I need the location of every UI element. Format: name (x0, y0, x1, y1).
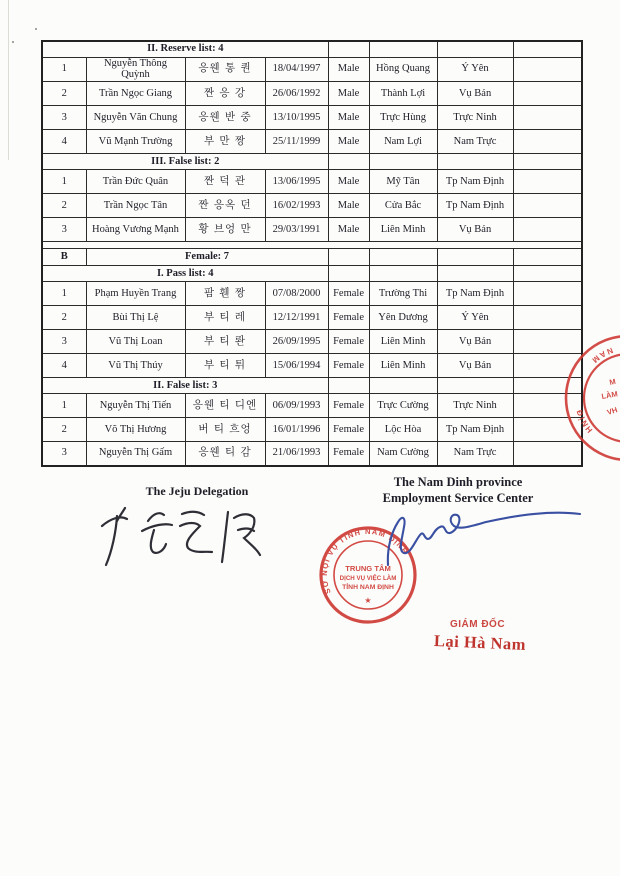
cell-ward: Trường Thi (369, 282, 437, 306)
cell-empty (513, 194, 582, 218)
cell-district: Nam Trực (437, 130, 513, 154)
cell-empty (513, 154, 582, 170)
stamp-center-line3: TỈNH NAM ĐỊNH (342, 584, 394, 591)
cell-dob: 25/11/1999 (265, 130, 328, 154)
cell-district: Nam Trực (437, 442, 513, 466)
section-title: III. False list: 2 (42, 154, 328, 170)
cell-name: Nguyễn Thông Quỳnh (86, 57, 185, 82)
page-overlap-stamp (540, 330, 620, 475)
cell-district: Tp Nam Định (437, 170, 513, 194)
cell-dob: 07/08/2000 (265, 282, 328, 306)
cell-name: Hoàng Vương Mạnh (86, 218, 185, 242)
cell-no: 3 (42, 106, 86, 130)
cell-ward: Yên Dương (369, 306, 437, 330)
table-row (42, 218, 582, 242)
cell-korean: 황 브엉 만 (185, 218, 265, 242)
table-row (42, 418, 582, 442)
stamp-star-icon: ★ (364, 596, 372, 605)
cell-name: Nguyễn Văn Chung (86, 106, 185, 130)
cell-gender: Female (328, 442, 369, 466)
cell-ward: Trực Cường (369, 394, 437, 418)
cell-dob: 16/02/1993 (265, 194, 328, 218)
cell-empty (328, 41, 369, 57)
director-name: Lại Hà Nam (433, 631, 527, 654)
table-row (42, 130, 582, 154)
table-row (42, 306, 582, 330)
roster-table (41, 40, 583, 467)
cell-no: 3 (42, 442, 86, 466)
cell-ward: Nam Lợi (369, 130, 437, 154)
stamp-ring-text: SỞ NỘI VỤ TỈNH NAM ĐỊNH (319, 526, 411, 596)
cell-district: Ý Yên (437, 57, 513, 82)
cell-empty (437, 249, 513, 266)
cell-no: 2 (42, 306, 86, 330)
cell-korean: 부 만 짱 (185, 130, 265, 154)
cell-ward: Lộc Hòa (369, 418, 437, 442)
table-row (42, 330, 582, 354)
table-row (42, 442, 582, 466)
cell-korean: 짠 응 강 (185, 82, 265, 106)
cell-ward: Liên Minh (369, 218, 437, 242)
section-header-row (42, 266, 582, 282)
divider-row (42, 249, 582, 266)
cell-district: Trực Ninh (437, 106, 513, 130)
section-header-row (42, 154, 582, 170)
cell-no: 1 (42, 394, 86, 418)
cell-no: 2 (42, 82, 86, 106)
cell-gender: Male (328, 82, 369, 106)
director-title: GIÁM ĐỐC (449, 619, 506, 630)
cell-korean: 버 티 흐엉 (185, 418, 265, 442)
cell-name: Nguyễn Thị Tiến (86, 394, 185, 418)
cell-district: Vụ Bản (437, 82, 513, 106)
cell-name: Trần Ngọc Giang (86, 82, 185, 106)
cell-korean: 짠 덕 관 (185, 170, 265, 194)
cell-korean: 팜 휀 짱 (185, 282, 265, 306)
cell-empty (513, 41, 582, 57)
cell-empty (513, 57, 582, 82)
cell-ward: Liên Minh (369, 330, 437, 354)
cell-district: Vụ Bản (437, 218, 513, 242)
cell-empty (369, 154, 437, 170)
cell-no: 4 (42, 354, 86, 378)
cell-empty (513, 266, 582, 282)
cell-ward: Liên Minh (369, 354, 437, 378)
scan-artifact-dot (12, 41, 14, 43)
cell-gender: Male (328, 130, 369, 154)
cell-dob: 12/12/1991 (265, 306, 328, 330)
cell-empty (513, 218, 582, 242)
cell-empty (513, 106, 582, 130)
cell-empty (513, 249, 582, 266)
section-title: I. Pass list: 4 (42, 266, 328, 282)
cell-no: 1 (42, 57, 86, 82)
cell-empty (437, 41, 513, 57)
cell-korean: 응웬 티 디엔 (185, 394, 265, 418)
jeju-signature (95, 504, 265, 574)
cell-gender: Female (328, 282, 369, 306)
stamp-center-line2: DỊCH VỤ VIỆC LÀM (339, 575, 397, 582)
cell-gender: Female (328, 354, 369, 378)
cell-empty (437, 378, 513, 394)
cell-empty (513, 82, 582, 106)
cell-name: Võ Thị Hương (86, 418, 185, 442)
cell-gender: Male (328, 57, 369, 82)
director-signature (372, 505, 587, 570)
cell-korean: 부 티 튀 (185, 354, 265, 378)
cell-dob: 26/06/1992 (265, 82, 328, 106)
cell-no: 1 (42, 170, 86, 194)
cell-gender: Female (328, 418, 369, 442)
cell-gender: Male (328, 170, 369, 194)
cell-district: Tp Nam Định (437, 282, 513, 306)
section-header-row (42, 378, 582, 394)
cell-dob: 13/10/1995 (265, 106, 328, 130)
edge-stamp-arc-top: NAM (588, 345, 615, 367)
cell-empty (328, 378, 369, 394)
cell-name: Trần Đức Quân (86, 170, 185, 194)
cell-name: Phạm Huyền Trang (86, 282, 185, 306)
cell-empty (513, 170, 582, 194)
section-title: II. Reserve list: 4 (42, 41, 328, 57)
cell-gender: Male (328, 218, 369, 242)
cell-dob: 06/09/1993 (265, 394, 328, 418)
namdinh-center-title (348, 474, 568, 506)
cell-korean: 응웬 통 퀀 (185, 57, 265, 82)
namdinh-title-line1: The Nam Dinh province (393, 475, 523, 489)
edge-stamp-fragment: LÀM (600, 389, 619, 401)
cell-name: Vũ Mạnh Trường (86, 130, 185, 154)
cell-empty (369, 41, 437, 57)
table-row (42, 170, 582, 194)
table-row (42, 282, 582, 306)
cell-dob: 13/06/1995 (265, 170, 328, 194)
cell-no: 1 (42, 282, 86, 306)
cell-empty (369, 266, 437, 282)
cell-dob: 15/06/1994 (265, 354, 328, 378)
cell-korean: 부 티 롼 (185, 330, 265, 354)
cell-gender: Male (328, 106, 369, 130)
edge-stamp-fragment: M (608, 376, 617, 387)
cell-no: 2 (42, 194, 86, 218)
cell-empty (328, 266, 369, 282)
cell-empty (42, 242, 582, 249)
cell-district: Trực Ninh (437, 394, 513, 418)
table-row (42, 194, 582, 218)
cell-ward: Trực Hùng (369, 106, 437, 130)
section-header-row (42, 41, 582, 57)
cell-gender: Male (328, 194, 369, 218)
cell-name: Trần Ngọc Tân (86, 194, 185, 218)
cell-empty (513, 306, 582, 330)
cell-korean: 부 티 레 (185, 306, 265, 330)
cell-district: Tp Nam Định (437, 194, 513, 218)
cell-name: Nguyễn Thị Gấm (86, 442, 185, 466)
cell-empty (328, 249, 369, 266)
stamp-center-line1: TRUNG TÂM (345, 564, 391, 573)
jeju-delegation-title: The Jeju Delegation (145, 484, 249, 498)
edge-stamp-arc-bottom: ĐỊNH (574, 408, 596, 437)
cell-no: 4 (42, 130, 86, 154)
table-row (42, 106, 582, 130)
cell-name: Vũ Thị Loan (86, 330, 185, 354)
cell-no: 3 (42, 330, 86, 354)
cell-ward: Thành Lợi (369, 82, 437, 106)
cell-dob: 29/03/1991 (265, 218, 328, 242)
scan-artifact-dot (35, 28, 37, 30)
cell-no: 2 (42, 418, 86, 442)
cell-name: Bùi Thị Lệ (86, 306, 185, 330)
cell-name: Vũ Thị Thúy (86, 354, 185, 378)
cell-korean: 응웬 티 감 (185, 442, 265, 466)
table-row (42, 394, 582, 418)
cell-gender: Female (328, 330, 369, 354)
edge-stamp-fragment: VH (605, 405, 619, 417)
spacer-row (42, 242, 582, 249)
cell-dob: 21/06/1993 (265, 442, 328, 466)
cell-ward: Nam Cường (369, 442, 437, 466)
cell-empty (513, 130, 582, 154)
cell-korean: 짠 응옥 던 (185, 194, 265, 218)
cell-district: Tp Nam Định (437, 418, 513, 442)
cell-section-label: Female: 7 (86, 249, 328, 266)
cell-district: Ý Yên (437, 306, 513, 330)
cell-section-code: B (42, 249, 86, 266)
cell-ward: Mỹ Tân (369, 170, 437, 194)
cell-ward: Hồng Quang (369, 57, 437, 82)
cell-dob: 16/01/1996 (265, 418, 328, 442)
table-row (42, 354, 582, 378)
cell-korean: 응웬 반 중 (185, 106, 265, 130)
cell-gender: Female (328, 306, 369, 330)
section-title: II. False list: 3 (42, 378, 328, 394)
namdinh-title-line2: Employment Service Center (382, 491, 534, 505)
cell-district: Vụ Bản (437, 330, 513, 354)
cell-district: Vụ Bản (437, 354, 513, 378)
table-row (42, 57, 582, 82)
cell-empty (369, 378, 437, 394)
cell-empty (437, 154, 513, 170)
cell-dob: 26/09/1995 (265, 330, 328, 354)
table-row (42, 82, 582, 106)
cell-empty (437, 266, 513, 282)
cell-gender: Female (328, 394, 369, 418)
cell-empty (369, 249, 437, 266)
cell-no: 3 (42, 218, 86, 242)
cell-dob: 18/04/1997 (265, 57, 328, 82)
cell-ward: Cửa Bắc (369, 194, 437, 218)
cell-empty (513, 282, 582, 306)
scan-artifact-line (8, 0, 9, 160)
cell-empty (328, 154, 369, 170)
